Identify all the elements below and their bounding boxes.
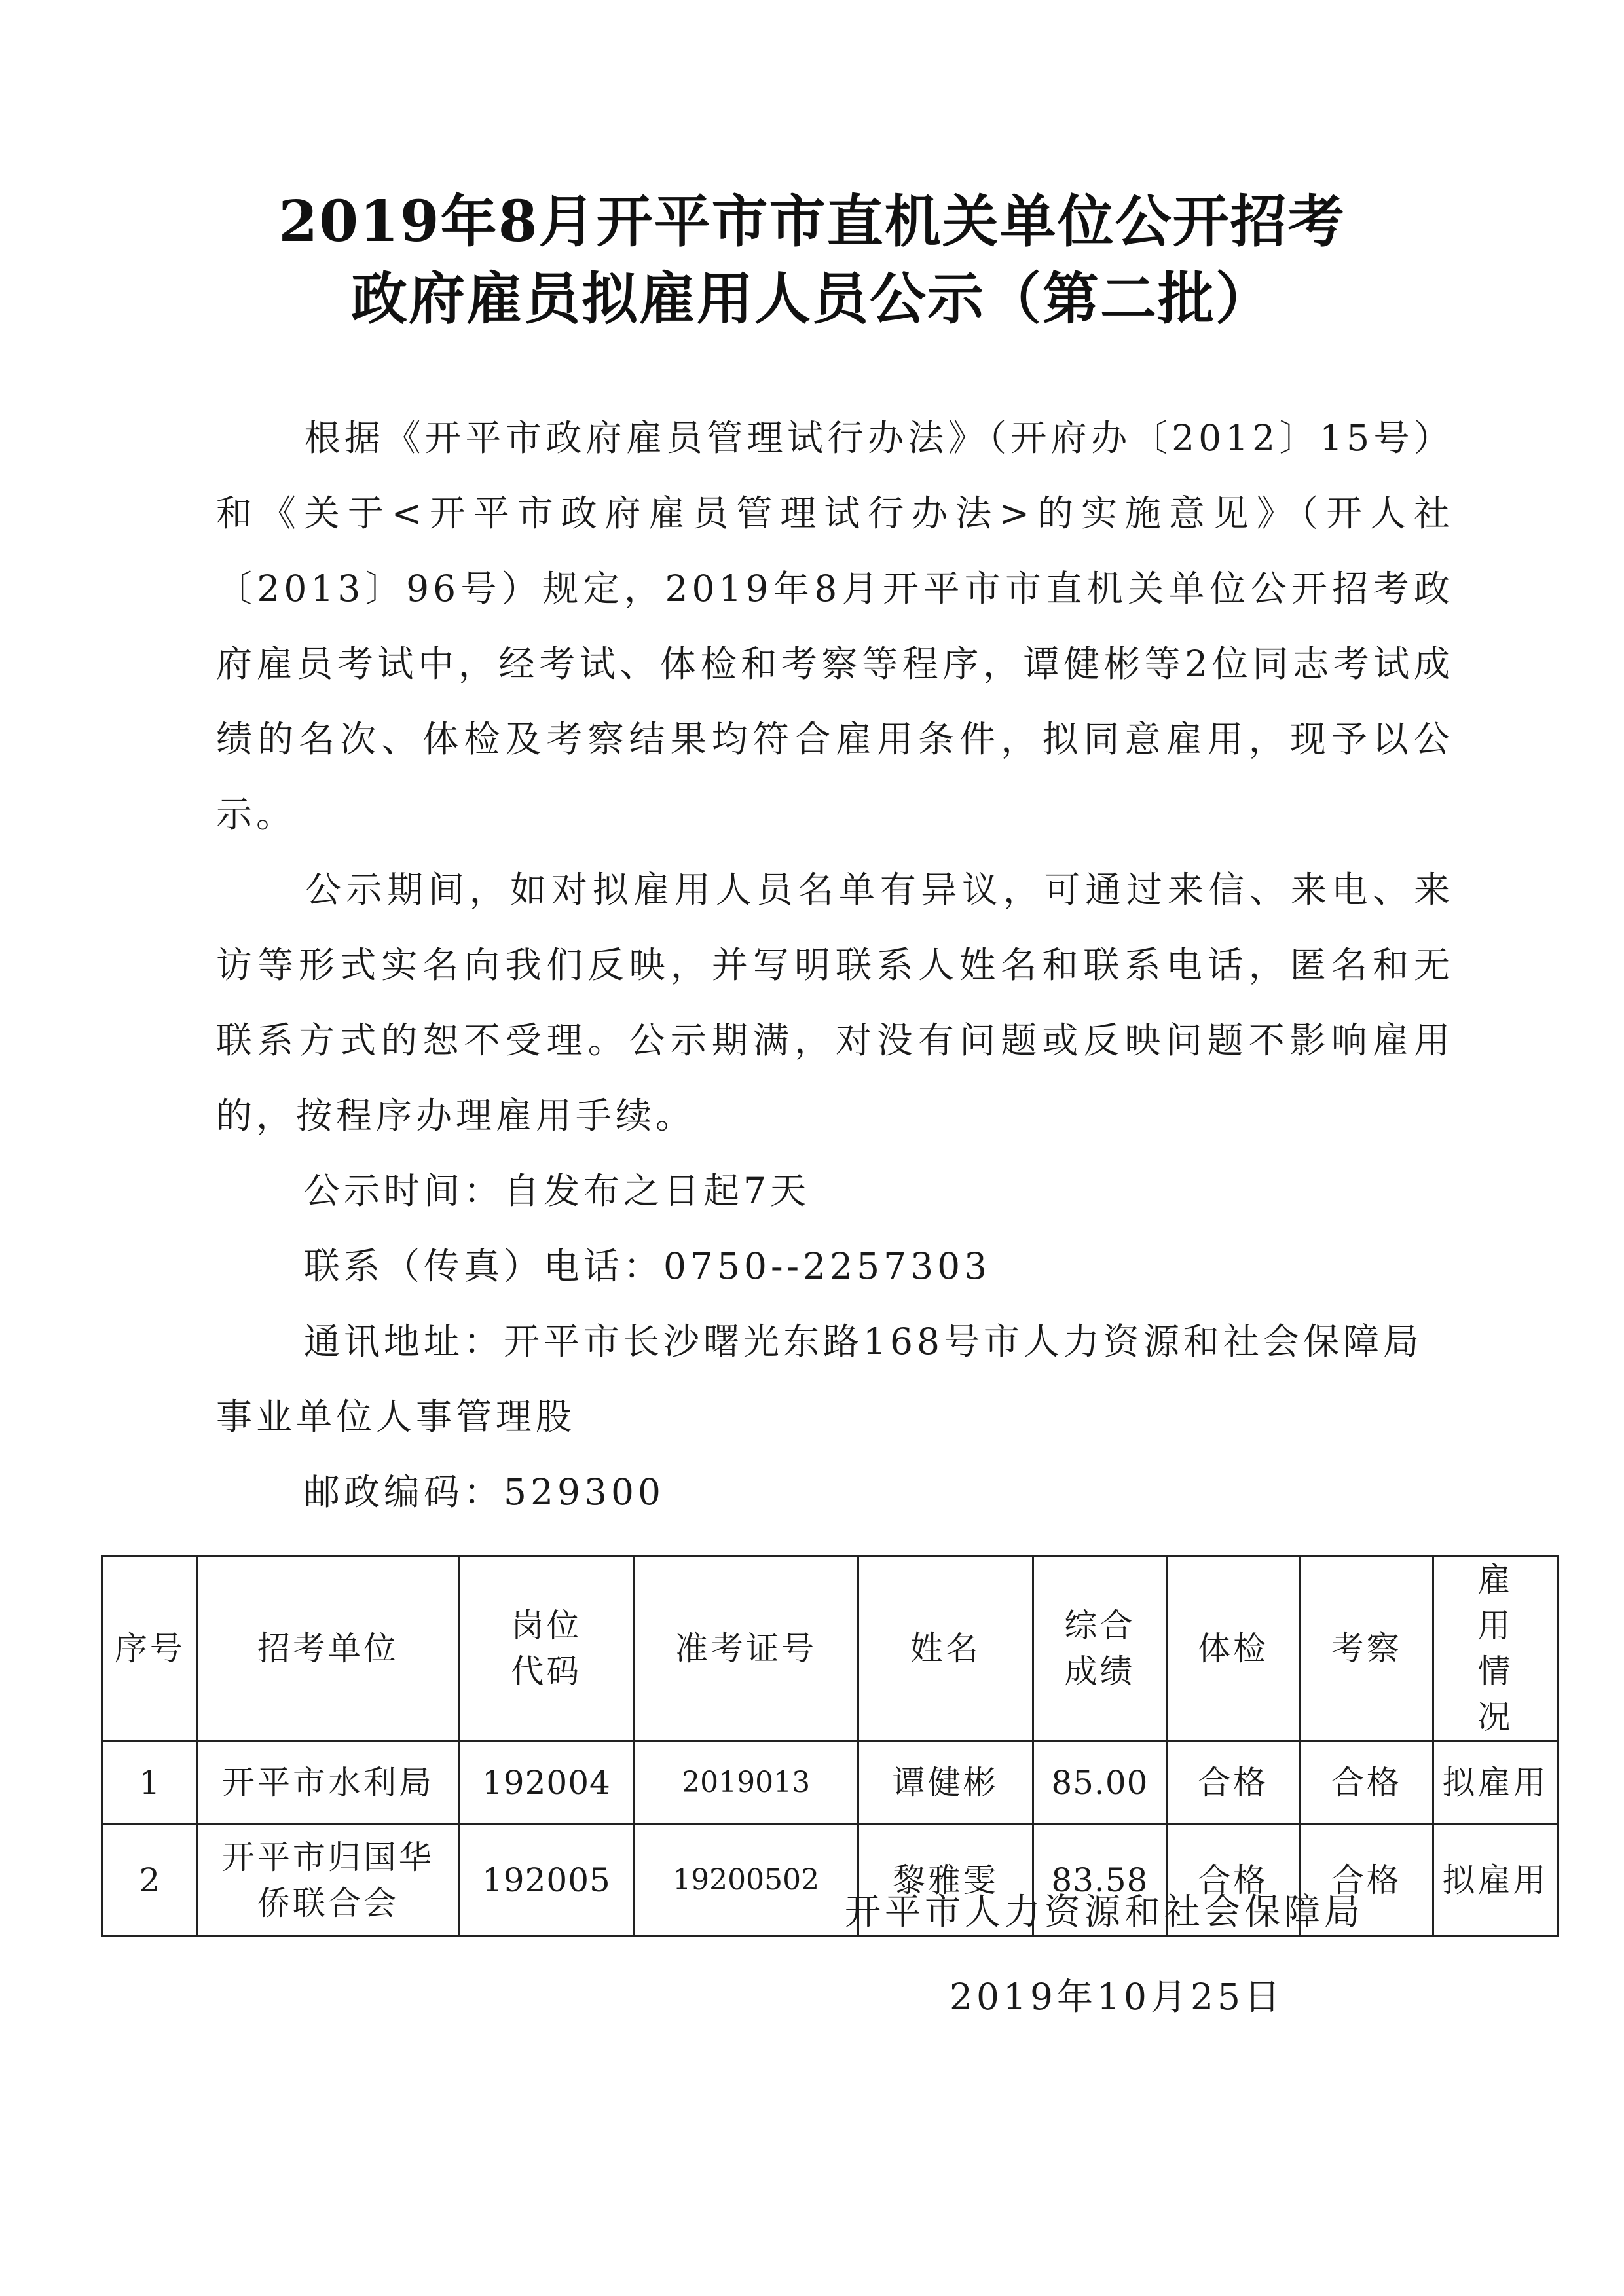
cell-name: 黎雅雯 [858,1824,1033,1937]
issue-date: 2019年10月25日 [950,1976,1284,2018]
contact-phone [216,1229,991,1304]
table-row [103,1741,1558,1824]
header-exam-no: 准考证号 [634,1556,858,1741]
mailing-address-text: 通讯地址：开平市长沙曙光东路168号市人力资源和社会保障局事业单位人事管理股 [216,1321,1423,1438]
header-physical: 体检 [1166,1556,1300,1741]
header-seq: 序号 [103,1556,198,1741]
postal-code [216,1455,665,1530]
contact-phone-text: 联系（传真）电话：0750--2257303 [304,1245,991,1287]
cell-status: 拟雇用 [1433,1824,1558,1937]
cell-status: 拟雇用 [1433,1741,1558,1824]
cell-post-code: 192004 [458,1741,634,1824]
cell-seq: 2 [103,1824,198,1937]
postal-code-text: 邮政编码：529300 [304,1471,665,1513]
cell-post-code: 192005 [458,1824,634,1937]
paragraph-objection-text: 公示期间，如对拟雇用人员名单有异议，可通过来信、来电、来访等形式实名向我们反映，并写明联系人姓名和联系电话，匿名和无联系方式的恕不受理。公示期满，对没有问题或反映问题不影响雇用的，按程序办理雇用手续。 [216,869,1454,1137]
header-name: 姓名 [858,1556,1033,1741]
cell-inspection: 合格 [1300,1824,1433,1937]
cell-score: 83.58 [1033,1824,1166,1937]
cell-score: 85.00 [1033,1741,1166,1824]
cell-unit: 开平市水利局 [197,1741,458,1824]
hire-table [101,1555,1559,1937]
cell-physical: 合格 [1166,1741,1300,1824]
cell-physical: 合格 [1166,1824,1300,1937]
paragraph-objection [216,852,1454,1154]
cell-exam-no: 2019013 [634,1741,858,1824]
page-title-line2: 政府雇员拟雇用人员公示（第二批） [351,266,1273,332]
header-status: 雇用情况 [1433,1556,1558,1741]
table-header-row [103,1556,1558,1741]
header-post-code: 岗位代码 [458,1556,634,1741]
notice-period-text: 公示时间：自发布之日起7天 [304,1170,810,1212]
cell-exam-no: 19200502 [634,1824,858,1937]
cell-inspection: 合格 [1300,1741,1433,1824]
paragraph-basis [216,401,1454,852]
header-inspection: 考察 [1300,1556,1433,1741]
notice-period [216,1154,810,1229]
cell-seq: 1 [103,1741,198,1824]
paragraph-basis-text: 根据《开平市政府雇员管理试行办法》（开府办〔2012〕15号）和《关于<开平市政府雇员管理试行办法>的实施意见》（开人社〔2013〕96号）规定，2019年8月开平市市直机关单位公开招考政府雇员考试中，经考试、体检和考察等程序，谭健彬等2位同志考试成绩的名次、体检及考察结果均符合雇用条件，拟同意雇用，现予以公示。 [216,417,1454,835]
mailing-address [216,1304,1454,1455]
issuing-organization: 开平市人力资源和社会保障局 [845,1891,1365,1933]
page-title-line1: 2019年8月开平市市直机关单位公开招考 [278,189,1346,255]
cell-unit: 开平市归国华侨联合会 [197,1824,458,1937]
header-unit: 招考单位 [197,1556,458,1741]
cell-name: 谭健彬 [858,1741,1033,1824]
header-score: 综合成绩 [1033,1556,1166,1741]
